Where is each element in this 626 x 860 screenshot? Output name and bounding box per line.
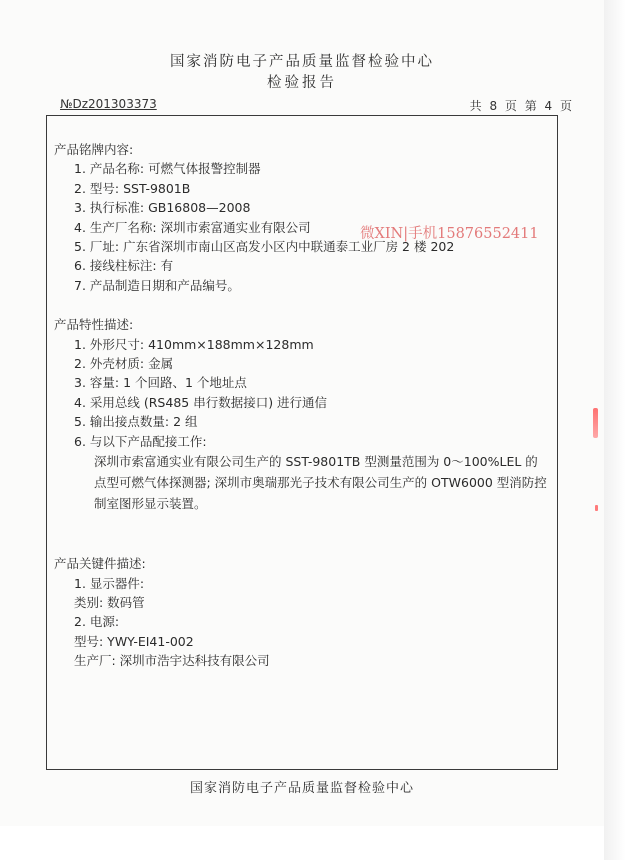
footer-org: 国家消防电子产品质量监督检验中心 xyxy=(189,781,414,796)
feature-item: 6. 与以下产品配接工作: xyxy=(74,433,207,449)
contact-watermark: 微XIN|手机15876552411 xyxy=(360,226,539,242)
report-title: 检验报告 xyxy=(267,75,337,91)
page-edge xyxy=(604,0,626,860)
report-body xyxy=(54,140,554,671)
red-ink-mark xyxy=(593,408,598,438)
red-ink-dot xyxy=(595,505,598,511)
nameplate-item: 3. 执行标准: GB16808—2008 xyxy=(74,200,251,216)
nameplate-item: 1. 产品名称: 可燃气体报警控制器 xyxy=(74,161,261,177)
components-heading: 产品关键件描述: xyxy=(54,556,146,572)
compatible-products-paragraph: 深圳市索富通实业有限公司生产的 SST-9801TB 型测量范围为 0～100%LEL 的点型可燃气体探测器; 深圳市奥瑞那光子技术有限公司生产的 OTW6000 型消防控制室图形显示装置。 xyxy=(94,454,547,512)
component-line: 型号: YWY-EI41-002 xyxy=(74,633,194,649)
feature-item: 2. 外壳材质: 金属 xyxy=(74,356,174,372)
feature-item: 1. 外形尺寸: 410mm×188mm×128mm xyxy=(74,336,314,352)
feature-item: 3. 容量: 1 个回路、1 个地址点 xyxy=(74,375,247,391)
nameplate-item: 6. 接线柱标注: 有 xyxy=(74,258,174,274)
nameplate-item: 5. 厂址: 广东省深圳市南山区高发小区内中联通泰工业厂房 2 楼 202 xyxy=(74,239,455,255)
feature-item: 4. 采用总线 (RS485 串行数据接口) 进行通信 xyxy=(74,394,328,410)
nameplate-item: 2. 型号: SST-9801B xyxy=(74,180,191,196)
component-line: 1. 显示器件: xyxy=(74,575,145,591)
component-line: 类别: 数码管 xyxy=(74,594,145,610)
component-line: 2. 电源: xyxy=(74,614,120,630)
nameplate-item: 7. 产品制造日期和产品编号。 xyxy=(74,277,240,293)
page-info: 共 8 页 第 4 页 xyxy=(469,99,572,113)
component-line: 生产厂: 深圳市浩宇达科技有限公司 xyxy=(74,653,270,669)
org-title: 国家消防电子产品质量监督检验中心 xyxy=(170,54,434,70)
feature-item: 5. 输出接点数量: 2 组 xyxy=(74,414,198,430)
report-number: №Dz201303373 xyxy=(60,97,157,111)
nameplate-heading: 产品铭牌内容: xyxy=(54,142,134,157)
features-heading: 产品特性描述: xyxy=(54,317,134,333)
nameplate-item: 4. 生产厂名称: 深圳市索富通实业有限公司 xyxy=(74,219,311,235)
